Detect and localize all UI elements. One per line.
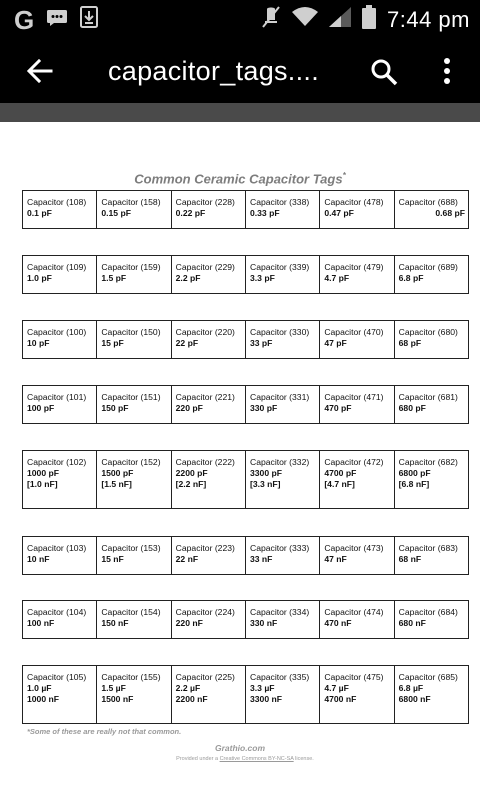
table-cell bbox=[97, 386, 171, 424]
alternate-value: 3300 nF bbox=[249, 694, 282, 704]
capacitance-value: 4.7 µF bbox=[324, 683, 349, 693]
capacitor-code: Capacitor (478) bbox=[324, 197, 384, 207]
capacitor-code: Capacitor (104) bbox=[27, 607, 87, 617]
capacitor-code: Capacitor (108) bbox=[27, 197, 87, 207]
capacitor-code: Capacitor (682) bbox=[398, 457, 458, 467]
table-row bbox=[23, 386, 469, 424]
capacitance-value: 0.33 pF bbox=[249, 208, 280, 218]
table-cell bbox=[171, 321, 245, 359]
alternate-value: 2200 nF bbox=[175, 694, 208, 704]
capacitance-value: 4.7 pF bbox=[324, 273, 350, 283]
search-button[interactable] bbox=[366, 54, 402, 90]
alternate-value: 6800 nF bbox=[398, 694, 431, 704]
capacitor-code: Capacitor (684) bbox=[398, 607, 458, 617]
table-cell bbox=[394, 537, 468, 575]
table-cell bbox=[97, 666, 171, 724]
capacitance-value: 15 pF bbox=[101, 338, 124, 348]
capacitance-value: 6.8 pF bbox=[398, 273, 424, 283]
capacitor-code: Capacitor (225) bbox=[175, 672, 235, 682]
capacitor-code: Capacitor (159) bbox=[101, 262, 161, 272]
capacitor-code: Capacitor (339) bbox=[249, 262, 310, 272]
capacitor-code: Capacitor (471) bbox=[324, 392, 384, 402]
capacitor-table-5 bbox=[22, 450, 469, 509]
capacitance-value: 2.2 µF bbox=[175, 683, 201, 693]
footnote: *Some of these are really not that common. bbox=[27, 727, 182, 736]
back-arrow-icon bbox=[27, 59, 53, 83]
capacitor-code: Capacitor (102) bbox=[27, 457, 87, 467]
table-cell bbox=[171, 601, 245, 639]
table-cell bbox=[97, 191, 171, 229]
capacitor-code: Capacitor (222) bbox=[175, 457, 235, 467]
capacitance-value: 22 pF bbox=[175, 338, 199, 348]
capacitance-value: 10 pF bbox=[27, 338, 50, 348]
capacitance-value: 2200 pF bbox=[175, 468, 208, 478]
clock-time: 7:44 pm bbox=[387, 6, 470, 32]
table-cell bbox=[97, 537, 171, 575]
table-cell bbox=[320, 601, 394, 639]
capacitor-code: Capacitor (689) bbox=[398, 262, 458, 272]
capacitance-value: 100 nF bbox=[27, 618, 55, 628]
capacitance-value: 0.68 pF bbox=[435, 208, 465, 218]
capacitance-value: 150 pF bbox=[101, 403, 129, 413]
capacitance-value: 33 pF bbox=[249, 338, 273, 348]
table-cell bbox=[23, 191, 97, 229]
page-title-text: Common Ceramic Capacitor Tags bbox=[134, 171, 343, 187]
capacitor-table-8 bbox=[22, 665, 469, 724]
capacitance-value: 680 nF bbox=[398, 618, 426, 628]
download-icon bbox=[80, 6, 98, 33]
capacitance-value: 3.3 µF bbox=[249, 683, 275, 693]
capacitor-table-6 bbox=[22, 536, 469, 575]
alternate-value: 1000 nF bbox=[27, 694, 60, 704]
table-cell bbox=[97, 321, 171, 359]
table-cell bbox=[394, 191, 468, 229]
signal-icon bbox=[329, 7, 351, 32]
capacitor-code: Capacitor (229) bbox=[175, 262, 235, 272]
capacitor-code: Capacitor (473) bbox=[324, 543, 384, 553]
license-link[interactable]: Creative Commons BY-NC-SA bbox=[219, 756, 294, 762]
google-icon: G bbox=[14, 4, 35, 35]
capacitor-code: Capacitor (224) bbox=[175, 607, 235, 617]
capacitor-code: Capacitor (152) bbox=[101, 457, 161, 467]
capacitor-code: Capacitor (151) bbox=[101, 392, 161, 402]
alternate-value: [1.5 nF] bbox=[101, 479, 132, 489]
credit-text: Grathio.com bbox=[214, 743, 266, 753]
table-cell bbox=[394, 256, 468, 294]
capacitor-code: Capacitor (154) bbox=[101, 607, 161, 617]
capacitor-code: Capacitor (330) bbox=[249, 327, 310, 337]
viewer-toolbar-strip bbox=[0, 103, 480, 122]
capacitance-value: 2.2 pF bbox=[175, 273, 201, 283]
capacitor-code: Capacitor (338) bbox=[249, 197, 310, 207]
capacitance-value: 6800 pF bbox=[398, 468, 431, 478]
status-bar bbox=[0, 0, 480, 39]
wifi-icon bbox=[292, 7, 318, 32]
capacitance-value: 1000 pF bbox=[27, 468, 60, 478]
table-cell bbox=[245, 386, 319, 424]
table-cell bbox=[320, 321, 394, 359]
table-cell bbox=[394, 321, 468, 359]
table-cell bbox=[245, 321, 319, 359]
alternate-value: 1500 nF bbox=[101, 694, 134, 704]
capacitor-code: Capacitor (479) bbox=[324, 262, 384, 272]
capacitor-code: Capacitor (153) bbox=[101, 543, 161, 553]
capacitance-value: 33 nF bbox=[249, 554, 273, 564]
table-row bbox=[23, 256, 469, 294]
capacitance-value: 0.22 pF bbox=[175, 208, 206, 218]
back-button[interactable] bbox=[22, 53, 58, 89]
status-left bbox=[14, 0, 98, 39]
alternate-value: [2.2 nF] bbox=[175, 479, 207, 489]
capacitor-code: Capacitor (101) bbox=[27, 392, 87, 402]
capacitor-table-1 bbox=[22, 190, 469, 229]
table-cell bbox=[245, 601, 319, 639]
table-cell bbox=[320, 537, 394, 575]
license-prefix: Provided under a bbox=[176, 756, 220, 762]
table-cell bbox=[394, 451, 468, 509]
capacitor-code: Capacitor (683) bbox=[398, 543, 458, 553]
capacitor-code: Capacitor (105) bbox=[27, 672, 87, 682]
capacitor-code: Capacitor (100) bbox=[27, 327, 87, 337]
status-right bbox=[261, 0, 470, 39]
capacitance-value: 4700 pF bbox=[324, 468, 357, 478]
capacitor-table-3 bbox=[22, 320, 469, 359]
license-suffix: license. bbox=[293, 756, 314, 762]
table-cell bbox=[394, 601, 468, 639]
capacitor-code: Capacitor (680) bbox=[398, 327, 458, 337]
alternate-value: [1.0 nF] bbox=[27, 479, 58, 489]
capacitance-value: 220 nF bbox=[175, 618, 203, 628]
capacitance-value: 68 nF bbox=[398, 554, 422, 564]
capacitance-value: 6.8 µF bbox=[398, 683, 424, 693]
table-cell bbox=[23, 451, 97, 509]
table-cell bbox=[23, 386, 97, 424]
table-cell bbox=[320, 386, 394, 424]
capacitor-code: Capacitor (158) bbox=[101, 197, 161, 207]
capacitor-code: Capacitor (475) bbox=[324, 672, 384, 682]
capacitance-value: 150 nF bbox=[101, 618, 129, 628]
capacitor-code: Capacitor (335) bbox=[249, 672, 310, 682]
capacitor-code: Capacitor (221) bbox=[175, 392, 235, 402]
table-cell bbox=[171, 666, 245, 724]
capacitor-code: Capacitor (109) bbox=[27, 262, 87, 272]
page-title bbox=[0, 171, 480, 186]
table-cell bbox=[97, 451, 171, 509]
table-cell bbox=[23, 666, 97, 724]
message-icon bbox=[46, 8, 68, 31]
table-cell bbox=[171, 451, 245, 509]
table-cell bbox=[23, 537, 97, 575]
table-cell bbox=[23, 601, 97, 639]
table-cell bbox=[320, 191, 394, 229]
capacitor-code: Capacitor (470) bbox=[324, 327, 384, 337]
capacitor-code: Capacitor (103) bbox=[27, 543, 87, 553]
table-cell bbox=[320, 256, 394, 294]
table-row bbox=[23, 321, 469, 359]
license-text bbox=[0, 756, 480, 762]
capacitor-code: Capacitor (155) bbox=[101, 672, 161, 682]
table-cell bbox=[97, 256, 171, 294]
table-cell bbox=[394, 666, 468, 724]
capacitor-code: Capacitor (474) bbox=[324, 607, 384, 617]
capacitance-value: 1.5 µF bbox=[101, 683, 126, 693]
capacitance-value: 47 pF bbox=[324, 338, 347, 348]
capacitance-value: 22 nF bbox=[175, 554, 199, 564]
capacitance-value: 0.15 pF bbox=[101, 208, 131, 218]
app-bar bbox=[0, 39, 480, 103]
capacitance-value: 1.5 pF bbox=[101, 273, 127, 283]
alternate-value: 4700 nF bbox=[324, 694, 357, 704]
capacitance-value: 3300 pF bbox=[249, 468, 282, 478]
capacitance-value: 680 pF bbox=[398, 403, 426, 413]
capacitance-value: 470 nF bbox=[324, 618, 352, 628]
capacitor-table-2 bbox=[22, 255, 469, 294]
table-cell bbox=[245, 256, 319, 294]
capacitor-code: Capacitor (681) bbox=[398, 392, 458, 402]
capacitor-code: Capacitor (472) bbox=[324, 457, 384, 467]
table-row bbox=[23, 537, 469, 575]
table-cell bbox=[171, 191, 245, 229]
table-cell bbox=[245, 537, 319, 575]
capacitance-value: 47 nF bbox=[324, 554, 347, 564]
table-cell bbox=[171, 256, 245, 294]
capacitor-code: Capacitor (685) bbox=[398, 672, 458, 682]
capacitance-value: 68 pF bbox=[398, 338, 422, 348]
table-cell bbox=[245, 451, 319, 509]
table-cell bbox=[171, 386, 245, 424]
table-cell bbox=[23, 256, 97, 294]
capacitor-code: Capacitor (331) bbox=[249, 392, 310, 402]
table-cell bbox=[245, 666, 319, 724]
capacitance-value: 330 nF bbox=[249, 618, 278, 628]
capacitance-value: 15 nF bbox=[101, 554, 124, 564]
table-cell bbox=[23, 321, 97, 359]
document-title: capacitor_tags.... bbox=[108, 56, 320, 86]
capacitance-value: 100 pF bbox=[27, 403, 55, 413]
capacitance-value: 1.0 pF bbox=[27, 273, 52, 283]
table-row bbox=[23, 191, 469, 229]
table-row bbox=[23, 451, 469, 509]
capacitor-code: Capacitor (223) bbox=[175, 543, 235, 553]
capacitance-value: 470 pF bbox=[324, 403, 352, 413]
capacitance-value: 10 nF bbox=[27, 554, 50, 564]
capacitance-value: 0.47 pF bbox=[324, 208, 354, 218]
alternate-value: [4.7 nF] bbox=[324, 479, 355, 489]
capacitor-code: Capacitor (688) bbox=[398, 197, 458, 207]
search-icon bbox=[370, 58, 398, 86]
table-cell bbox=[320, 666, 394, 724]
capacitor-code: Capacitor (228) bbox=[175, 197, 235, 207]
more-options-button[interactable] bbox=[430, 52, 464, 90]
table-row bbox=[23, 666, 469, 724]
table-cell bbox=[245, 191, 319, 229]
mute-icon bbox=[261, 6, 281, 33]
title-footnote-marker: * bbox=[342, 171, 346, 180]
capacitor-table-4 bbox=[22, 385, 469, 424]
capacitor-code: Capacitor (333) bbox=[249, 543, 310, 553]
document-page[interactable] bbox=[0, 122, 480, 800]
table-cell bbox=[171, 537, 245, 575]
capacitance-value: 1500 pF bbox=[101, 468, 134, 478]
table-cell bbox=[97, 601, 171, 639]
more-vert-icon bbox=[443, 57, 451, 85]
table-cell bbox=[394, 386, 468, 424]
capacitance-value: 330 pF bbox=[249, 403, 278, 413]
capacitance-value: 3.3 pF bbox=[249, 273, 275, 283]
alternate-value: [3.3 nF] bbox=[249, 479, 281, 489]
capacitor-code: Capacitor (220) bbox=[175, 327, 235, 337]
table-cell bbox=[320, 451, 394, 509]
capacitance-value: 220 pF bbox=[175, 403, 203, 413]
capacitor-table-7 bbox=[22, 600, 469, 639]
capacitance-value: 1.0 µF bbox=[27, 683, 52, 693]
capacitor-code: Capacitor (150) bbox=[101, 327, 161, 337]
table-row bbox=[23, 601, 469, 639]
capacitance-value: 0.1 pF bbox=[27, 208, 52, 218]
capacitor-code: Capacitor (334) bbox=[249, 607, 310, 617]
capacitor-code: Capacitor (332) bbox=[249, 457, 310, 467]
alternate-value: [6.8 nF] bbox=[398, 479, 430, 489]
battery-icon bbox=[362, 5, 376, 34]
